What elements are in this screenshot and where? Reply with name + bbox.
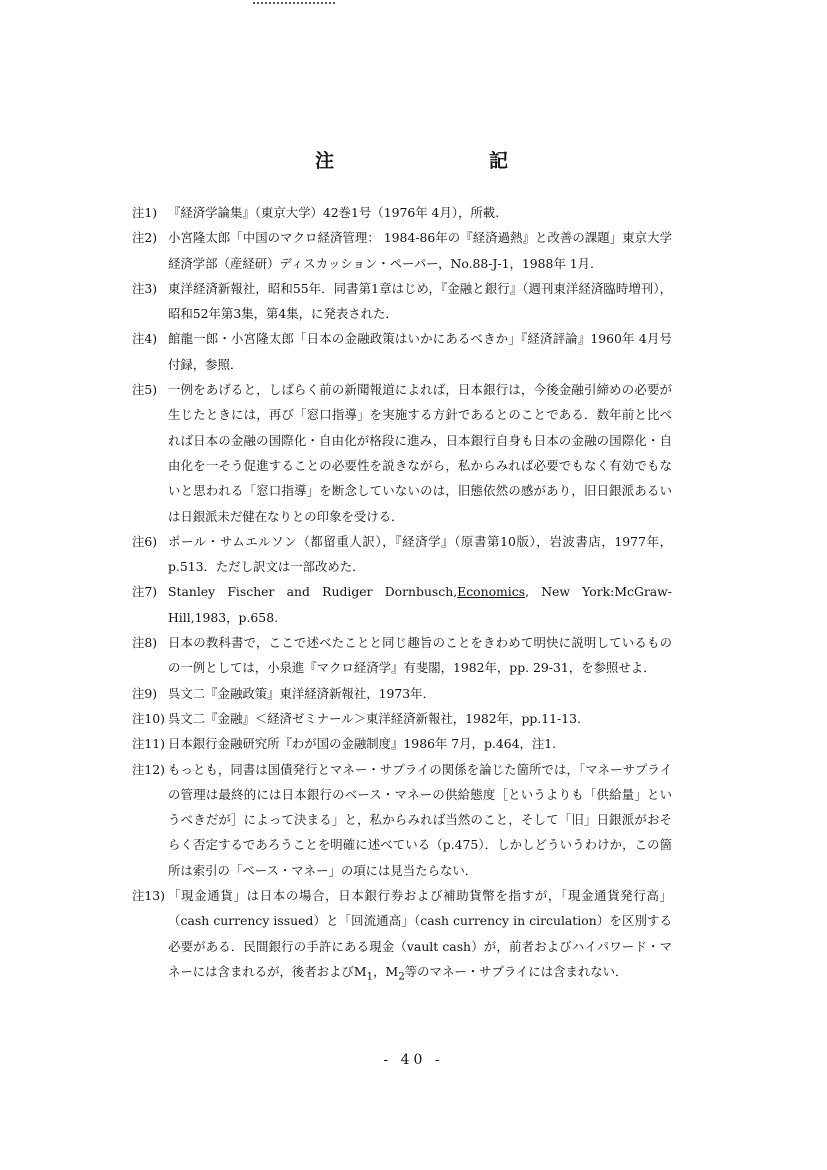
note-text: 日本銀行金融研究所『わが国の金融制度』1986年 7月，p.464，注1. — [168, 736, 557, 752]
note-text: 小宮隆太郎「中国のマクロ経済管理： 1984-86年の『経済過熱』と改善の課題」東京大学経済学部（産経研）ディスカッション・ペーパー，No.88-J-1，1988年 1月. — [168, 230, 672, 271]
note-text-before: Stanley Fischer and Rudiger Dornbusch, — [168, 584, 458, 600]
m2-subscript: 2 — [398, 970, 405, 983]
note-4 — [132, 326, 672, 377]
note-3 — [132, 276, 672, 327]
note-9 — [132, 681, 672, 706]
note-2 — [132, 225, 672, 276]
note-text-after: 等のマネー・サプライには含まれない． — [404, 963, 628, 979]
note-8 — [132, 630, 672, 681]
note-11 — [132, 731, 672, 756]
note-text-before: 「現金通貨」は日本の場合，日本銀行券および補助貨幣を指すが，「現金通貨発行高」（cash currency issued）と「回流通高」（cash currency in circulation）を区別する必要がある．民間銀行の手許にある現金（vault cash）が，前者およびハイパワード・マネーには含まれるが，後者および — [168, 888, 672, 979]
note-10 — [132, 706, 672, 731]
note-label: 注1) — [132, 205, 158, 220]
note-label: 注10) — [132, 710, 165, 726]
note-label: 注3) — [132, 280, 158, 296]
scan-artifact-mark — [253, 2, 335, 4]
note-5 — [132, 377, 672, 529]
note-text-after: , New York:McGraw-Hill,1983，p.658. — [168, 584, 672, 625]
note-text: 東洋経済新報社，昭和55年．同書第1章はじめ，『金融と銀行』（週刊東洋経済臨時増刊），昭和52年第3集，第4集，に発表された． — [168, 280, 672, 322]
note-12 — [132, 757, 672, 883]
page-heading: 注 記 — [314, 150, 576, 172]
note-text: 日本の教科書で，ここで述べたことと同じ趣旨のことをきわめて明快に説明しているものの一例としては，小泉進『マクロ経済学』有斐閣，1982年，pp. 29-31，を参照せよ． — [168, 635, 672, 676]
note-label: 注11) — [132, 736, 165, 752]
m1-subscript: 1 — [366, 970, 374, 983]
note-label: 注9) — [132, 685, 158, 701]
separator: ， — [373, 963, 386, 979]
m2-symbol: M — [385, 963, 399, 979]
m1-symbol: M — [353, 963, 367, 979]
note-13 — [132, 883, 672, 990]
note-6 — [132, 529, 672, 580]
note-text: 呉文二『金融政策』東洋経済新報社，1973年． — [168, 685, 435, 701]
note-text: 呉文二『金融』＜経済ゼミナール＞東洋経済新報社，1982年，pp.11-13. — [168, 710, 581, 726]
note-text: 一例をあげると，しばらく前の新聞報道によれば，日本銀行は，今後金融引締めの必要が生じたときには，再び「窓口指導」を実施する方針であるとのことである．数年前と比べれば日本の金融の国際化・自由化が格段に進み，日本銀行自身も日本の金融の国際化・自由化を一そう促進することの必要性を説きながら，私からみれば必要でもなく有効でもないと思われる「窓口指導」を断念していないのは，旧態依然の感があり，旧日銀派あるいは日銀派未だ健在なりとの印象を受ける． — [168, 382, 672, 524]
note-text: 館龍一郎・小宮隆太郎「日本の金融政策はいかにあるべきか」『経済評論』1960年 4月号付録，参照． — [168, 331, 672, 372]
notes-list — [132, 200, 672, 990]
book-title-underlined: Economics — [457, 584, 526, 600]
note-text — [168, 579, 672, 630]
note-1 — [132, 200, 672, 225]
note-text — [168, 883, 672, 990]
note-label: 注12) — [132, 761, 165, 777]
note-text: もっとも，同書は国債発行とマネー・サプライの関係を論じた箇所では，「マネーサプライの管理は最終的には日本銀行のベース・マネーの供給態度［というよりも「供給量」というべきだが］によって決まる」と，私からみれば当然のこと，そして「旧」日銀派がおそらく否定するであろうことを明確に述べている（p.475）．しかしどういうわけか，この箇所は索引の「ベース・マネー」の項には見当たらない． — [168, 761, 672, 878]
note-label: 注4) — [132, 331, 158, 347]
note-label: 注13) — [132, 888, 165, 904]
note-label: 注5) — [132, 382, 158, 398]
note-label: 注6) — [132, 533, 158, 549]
note-label: 注2) — [132, 230, 158, 246]
note-text: 『経済学論集』（東京大学）42巻1号（1976年 4月），所載. — [168, 205, 500, 220]
note-label: 注7) — [132, 584, 158, 600]
note-text: ポール・サムエルソン（都留重人訳），『経済学』（原書第10版），岩波書店，1977年，p.513．ただし訳文は一部改めた． — [168, 533, 672, 575]
page-number: - 40 - — [383, 1052, 444, 1068]
note-7 — [132, 579, 672, 630]
note-label: 注8) — [132, 635, 158, 651]
